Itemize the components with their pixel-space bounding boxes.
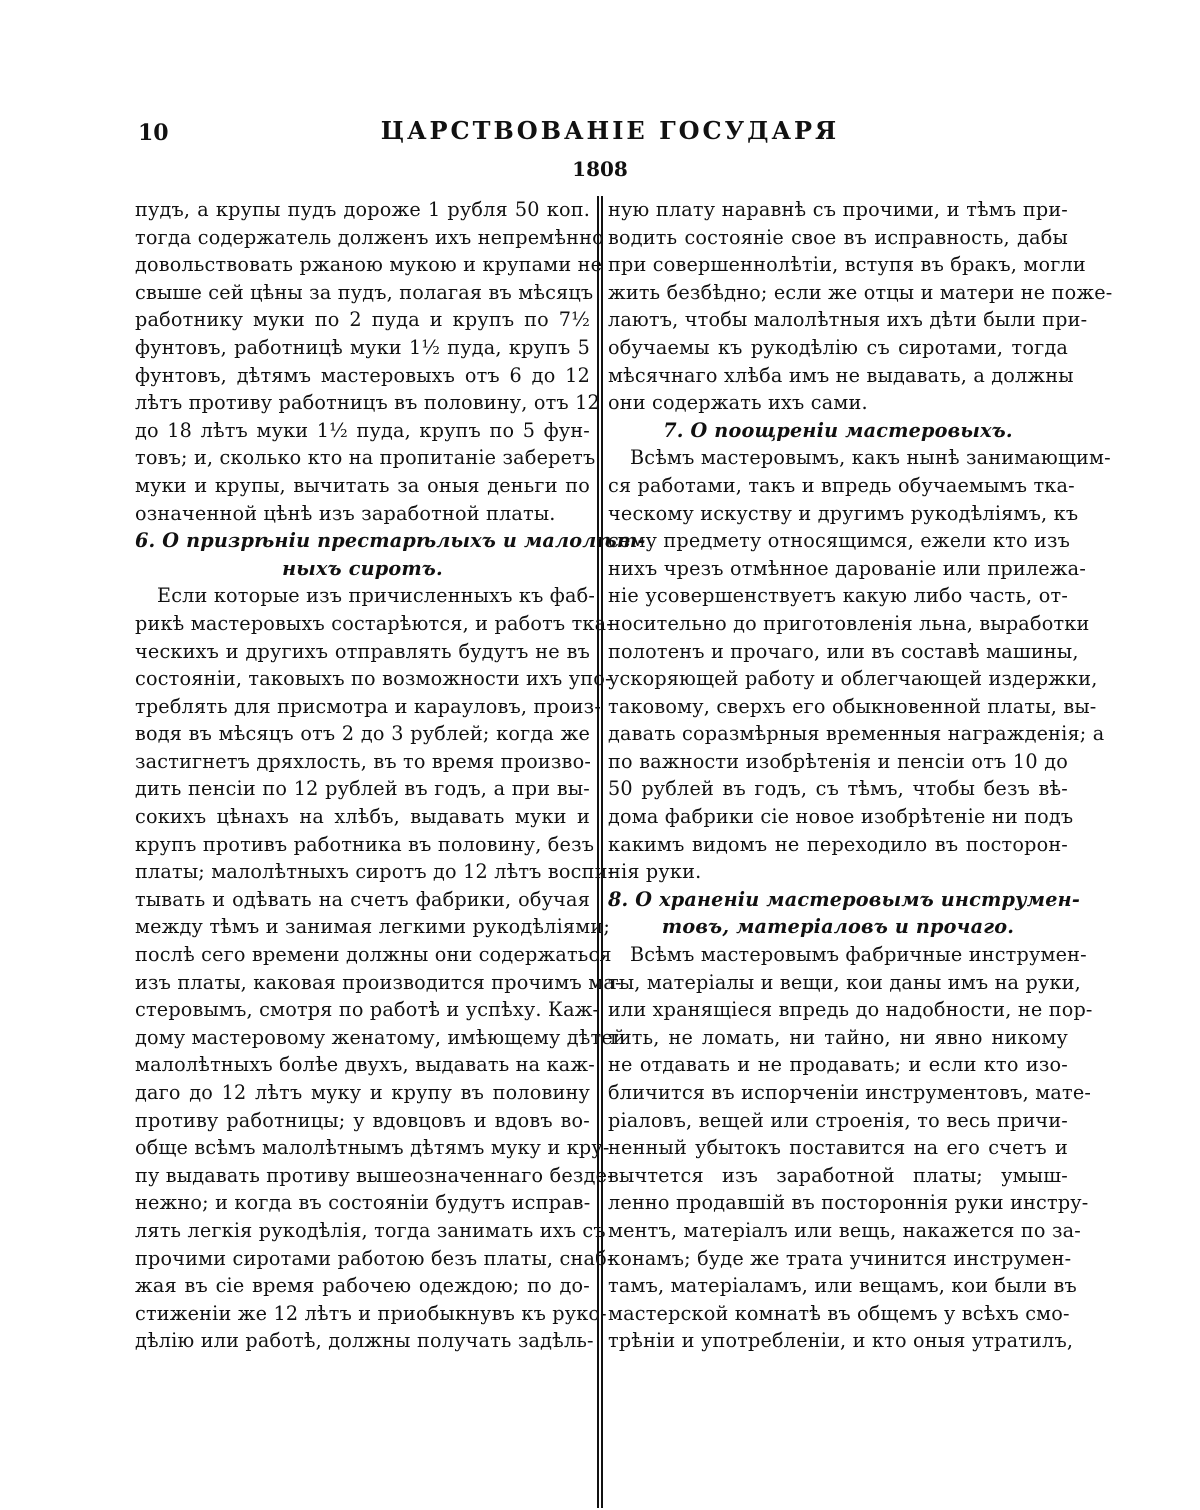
section-heading-line: 8. О храненіи мастеровымъ инструмен- bbox=[608, 887, 1080, 911]
text-line: дома фабрики сіе новое изобрѣтеніе ни подъ bbox=[608, 805, 1074, 829]
text-line: водя въ мѣсяцъ отъ 2 до 3 рублей; когда же bbox=[135, 722, 590, 746]
text-line: нежно; и когда въ состояніи будутъ исправ- bbox=[135, 1191, 591, 1215]
text-line: ческому искуству и другимъ рукодѣліямъ, къ bbox=[608, 501, 1079, 525]
text-line: фунтовъ, дѣтямъ мастеровыхъ отъ 6 до 12 bbox=[135, 363, 590, 387]
text-line: треблять для присмотра и карауловъ, произ- bbox=[135, 694, 602, 718]
text-line: вычтется изъ заработной платы; умыш- bbox=[608, 1163, 1068, 1187]
text-line: малолѣтныхъ болѣе двухъ, выдавать на каж- bbox=[135, 1053, 595, 1077]
text-line: ніе усовершенствуетъ какую либо часть, от- bbox=[608, 584, 1068, 608]
text-line: они содержать ихъ сами. bbox=[608, 391, 868, 415]
text-line: рикѣ мастеровыхъ состарѣются, и работъ тка- bbox=[135, 611, 613, 635]
year-heading: 1808 bbox=[572, 157, 628, 181]
text-line: состояніи, таковыхъ по возможности ихъ упо- bbox=[135, 667, 612, 691]
text-line: таковому, сверхъ его обыкновенной платы, вы- bbox=[608, 694, 1097, 718]
text-line: ненный убытокъ поставится на его счетъ и bbox=[608, 1136, 1068, 1160]
section-heading-line: ныхъ сиротъ. bbox=[282, 556, 443, 580]
text-line: ную плату наравнѣ съ прочими, и тѣмъ при- bbox=[608, 198, 1068, 221]
text-line: фунтовъ, работницѣ муки 1½ пуда, крупъ 5 bbox=[135, 335, 590, 359]
text-line: между тѣмъ и занимая легкими рукодѣліями; bbox=[135, 915, 610, 939]
text-line: лять легкія рукодѣлія, тогда занимать ихъ съ bbox=[135, 1218, 606, 1242]
right-column bbox=[608, 196, 1113, 1355]
text-line: дить пенсіи по 12 рублей въ годъ, а при вы- bbox=[135, 777, 590, 801]
running-title-text: ЦАРСТВОВАНІЕ ГОСУДАРЯ bbox=[380, 116, 840, 145]
text-line: изъ платы, каковая производится прочимъ ма- bbox=[135, 970, 622, 994]
text-line: стиженіи же 12 лѣтъ и приобыкнувъ къ руко- bbox=[135, 1301, 607, 1325]
text-line: дѣлію или работѣ, должны получать задѣль- bbox=[135, 1329, 594, 1353]
text-line: пудъ, а крупы пудъ дороже 1 рубля 50 коп. bbox=[135, 198, 590, 221]
text-line: лаютъ, чтобы малолѣтныя ихъ дѣти были при- bbox=[608, 308, 1088, 332]
text-line: сокихъ цѣнахъ на хлѣбъ, выдавать муки и bbox=[135, 805, 590, 829]
paragraph-start-line: Всѣмъ мастеровымъ, какъ нынѣ занимающим- bbox=[630, 446, 1111, 470]
text-line: тить, не ломать, ни тайно, ни явно никому bbox=[608, 1025, 1068, 1049]
text-line: полотенъ и прочаго, или въ составѣ машины, bbox=[608, 639, 1079, 663]
text-line: тамъ, матеріаламъ, или вещамъ, кои были въ bbox=[608, 1274, 1077, 1298]
text-line: дому мастеровому женатому, имѣющему дѣтей bbox=[135, 1025, 626, 1049]
text-line: жить безбѣдно; если же отцы и матери не поже- bbox=[608, 280, 1113, 304]
text-line: ся работами, такъ и впредь обучаемымъ тка- bbox=[608, 473, 1075, 497]
text-line: означенной цѣнѣ изъ заработной платы. bbox=[135, 501, 556, 525]
paragraph-start-line: Всѣмъ мастеровымъ фабричные инструмен- bbox=[630, 943, 1087, 967]
text-line: носительно до приготовленія льна, выработки bbox=[608, 611, 1090, 635]
text-line: мѣсячнаго хлѣба имъ не выдавать, а должны bbox=[608, 363, 1074, 387]
page-number: 10 bbox=[138, 120, 169, 146]
column-divider bbox=[597, 196, 603, 1508]
text-line: при совершеннолѣтіи, вступя въ бракъ, могли bbox=[608, 253, 1086, 277]
text-line: прочими сиротами работою безъ платы, снаб- bbox=[135, 1246, 614, 1270]
text-line: конамъ; буде же трата учинится инструмен- bbox=[608, 1246, 1072, 1270]
text-line: работнику муки по 2 пуда и крупъ по 7½ bbox=[135, 308, 590, 332]
text-line: давать соразмѣрныя временныя награжденія; а bbox=[608, 722, 1105, 746]
text-line: ческихъ и другихъ отправлять будутъ не въ bbox=[135, 639, 590, 663]
text-line: тывать и одѣвать на счетъ фабрики, обучая bbox=[135, 887, 590, 911]
text-line: мастерской комнатѣ въ общемъ у всѣхъ смо- bbox=[608, 1301, 1070, 1325]
text-line: водить состояніе свое въ исправность, дабы bbox=[608, 225, 1068, 249]
section-heading-line: 7. О поощреніи мастеровыхъ. bbox=[663, 418, 1013, 442]
text-line: ментъ, матеріалъ или вещь, накажется по за- bbox=[608, 1218, 1081, 1242]
text-line: муки и крупы, вычитать за оныя деньги по bbox=[135, 473, 590, 497]
left-column bbox=[135, 196, 646, 1355]
text-line: противу работницы; у вдовцовъ и вдовъ во- bbox=[135, 1108, 590, 1132]
text-line: нихъ чрезъ отмѣнное дарованіе или прилежа- bbox=[608, 556, 1086, 580]
text-line: пу выдавать противу вышеозначеннаго безде- bbox=[135, 1163, 614, 1187]
text-line: обучаемы къ рукодѣлію съ сиротами, тогда bbox=[608, 335, 1068, 359]
section-heading-line: 6. О призрѣніи престарѣлыхъ и малолѣт- bbox=[135, 529, 646, 553]
text-line: сему предмету относящимся, ежели кто изъ bbox=[608, 529, 1071, 553]
text-line: до 18 лѣтъ муки 1½ пуда, крупъ по 5 фун- bbox=[135, 418, 590, 442]
text-line: ріаловъ, вещей или строенія, то весь причи- bbox=[608, 1108, 1068, 1132]
text-line: обще всѣмъ малолѣтнымъ дѣтямъ муку и кру- bbox=[135, 1136, 610, 1160]
text-line: товъ; и, сколько кто на пропитаніе заберетъ bbox=[135, 446, 596, 470]
text-line: свыше сей цѣны за пудъ, полагая въ мѣсяцъ bbox=[135, 280, 594, 304]
text-line: тогда содержатель долженъ ихъ непремѣнно bbox=[135, 225, 604, 249]
text-line: трѣніи и употребленіи, и кто оныя утратилъ, bbox=[608, 1329, 1074, 1353]
text-line: крупъ противъ работника въ половину, безъ bbox=[135, 832, 595, 856]
text-line: нія руки. bbox=[608, 860, 702, 884]
text-line: жая въ сіе время рабочею одеждою; по до- bbox=[135, 1274, 590, 1298]
text-line: послѣ сего времени должны они содержаться bbox=[135, 943, 612, 967]
text-line: ленно продавшій въ постороннія руки инстру- bbox=[608, 1191, 1089, 1215]
text-line: ты, матеріалы и вещи, кои даны имъ на руки, bbox=[608, 970, 1081, 994]
text-line: застигнетъ дряхлость, въ то время произво- bbox=[135, 749, 591, 773]
text-line: довольствовать ржаною мукою и крупами не bbox=[135, 253, 603, 277]
text-line: по важности изобрѣтенія и пенсіи отъ 10 до bbox=[608, 749, 1068, 773]
text-line: стеровымъ, смотря по работѣ и успѣху. Каж- bbox=[135, 998, 600, 1022]
text-line: даго до 12 лѣтъ муку и крупу въ половину bbox=[135, 1081, 590, 1104]
paragraph-start-line: Если которые изъ причисленныхъ къ фаб- bbox=[157, 584, 596, 608]
text-line: 50 рублей въ годъ, съ тѣмъ, чтобы безъ вѣ- bbox=[608, 777, 1068, 801]
text-line: лѣтъ противу работницъ въ половину, отъ 12 bbox=[135, 391, 600, 415]
text-line: или хранящіеся впредь до надобности, не пор- bbox=[608, 998, 1093, 1022]
text-line: какимъ видомъ не переходило въ посторон- bbox=[608, 832, 1068, 856]
running-title bbox=[0, 116, 1200, 145]
text-line: ускоряющей работу и облегчающей издержки, bbox=[608, 667, 1098, 691]
text-line: платы; малолѣтныхъ сиротъ до 12 лѣтъ воспи- bbox=[135, 860, 615, 884]
text-line: бличится въ испорченіи инструментовъ, мате- bbox=[608, 1081, 1092, 1104]
text-line: не отдавать и не продавать; и если кто изо- bbox=[608, 1053, 1068, 1077]
section-heading-line: товъ, матеріаловъ и прочаго. bbox=[661, 915, 1015, 939]
